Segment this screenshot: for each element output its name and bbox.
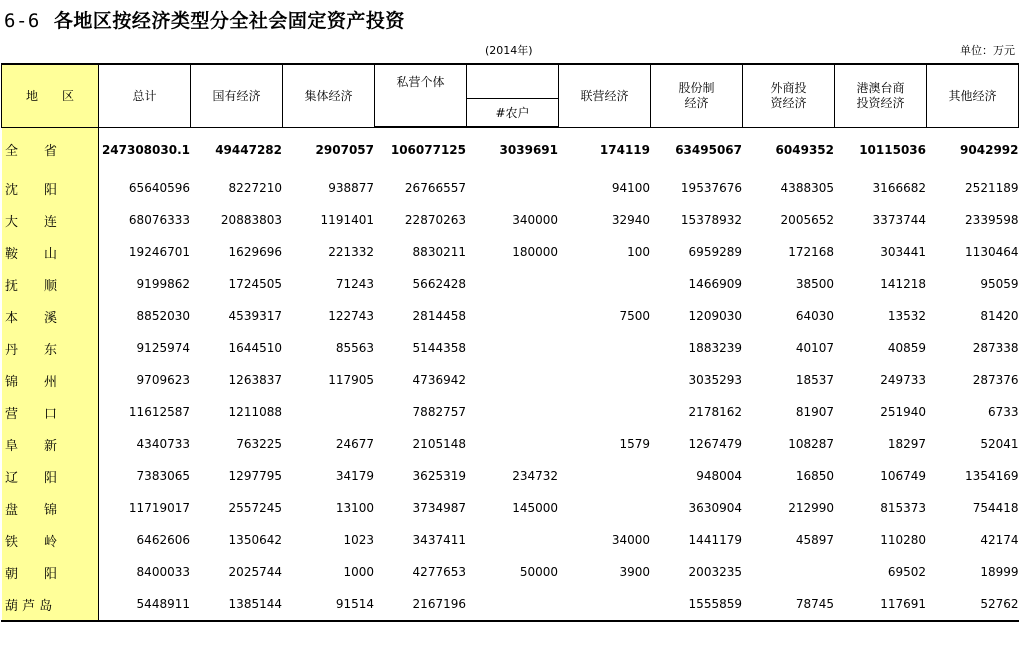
collective-cell: 24677 xyxy=(283,428,375,460)
region-cell xyxy=(2,268,99,300)
foreign-cell: 81907 xyxy=(743,396,835,428)
hkmt-cell: 110280 xyxy=(835,524,927,556)
header-shareholding-l1: 股份制 xyxy=(678,80,715,95)
region-name: 沈 阳 xyxy=(5,182,58,198)
joint-cell: 174119 xyxy=(559,127,651,172)
collective-cell: 13100 xyxy=(283,492,375,524)
other-cell: 81420 xyxy=(927,300,1019,332)
collective-cell: 117905 xyxy=(283,364,375,396)
other-cell: 1130464 xyxy=(927,236,1019,268)
shareholding-cell: 3630904 xyxy=(651,492,743,524)
private-cell: 5144358 xyxy=(375,332,467,364)
joint-cell: 32940 xyxy=(559,204,651,236)
joint-cell: 3900 xyxy=(559,556,651,588)
private-cell: 2167196 xyxy=(375,588,467,621)
region-cell xyxy=(2,236,99,268)
other-cell: 287338 xyxy=(927,332,1019,364)
total-cell: 9199862 xyxy=(99,268,191,300)
header-joint: 联营经济 xyxy=(559,64,651,127)
state-cell: 1724505 xyxy=(191,268,283,300)
other-cell: 754418 xyxy=(927,492,1019,524)
farmer-cell: 340000 xyxy=(467,204,559,236)
collective-cell: 91514 xyxy=(283,588,375,621)
header-private-spacer xyxy=(467,64,559,99)
other-cell: 1354169 xyxy=(927,460,1019,492)
table-row xyxy=(2,588,1019,621)
state-cell: 8227210 xyxy=(191,172,283,204)
shareholding-cell: 1209030 xyxy=(651,300,743,332)
state-cell: 1211088 xyxy=(191,396,283,428)
joint-cell: 94100 xyxy=(559,172,651,204)
other-cell: 2339598 xyxy=(927,204,1019,236)
collective-cell: 221332 xyxy=(283,236,375,268)
private-cell: 26766557 xyxy=(375,172,467,204)
total-cell: 5448911 xyxy=(99,588,191,621)
state-cell: 1385144 xyxy=(191,588,283,621)
hkmt-cell: 18297 xyxy=(835,428,927,460)
hkmt-cell: 249733 xyxy=(835,364,927,396)
joint-cell xyxy=(559,332,651,364)
foreign-cell: 6049352 xyxy=(743,127,835,172)
total-cell: 11719017 xyxy=(99,492,191,524)
collective-cell: 122743 xyxy=(283,300,375,332)
total-cell: 4340733 xyxy=(99,428,191,460)
farmer-cell xyxy=(467,428,559,460)
private-cell: 2814458 xyxy=(375,300,467,332)
other-cell: 52762 xyxy=(927,588,1019,621)
region-cell xyxy=(2,127,99,172)
private-cell: 4736942 xyxy=(375,364,467,396)
shareholding-cell: 63495067 xyxy=(651,127,743,172)
foreign-cell xyxy=(743,556,835,588)
table-row xyxy=(2,172,1019,204)
other-cell: 2521189 xyxy=(927,172,1019,204)
hkmt-cell: 815373 xyxy=(835,492,927,524)
shareholding-cell: 6959289 xyxy=(651,236,743,268)
header-foreign xyxy=(743,64,835,127)
foreign-cell: 172168 xyxy=(743,236,835,268)
farmer-cell xyxy=(467,396,559,428)
table-body xyxy=(2,127,1019,621)
hkmt-cell: 69502 xyxy=(835,556,927,588)
region-name: 锦 州 xyxy=(5,374,58,390)
farmer-cell: 50000 xyxy=(467,556,559,588)
farmer-cell: 3039691 xyxy=(467,127,559,172)
total-cell: 9709623 xyxy=(99,364,191,396)
region-name: 鞍 山 xyxy=(5,246,58,262)
foreign-cell: 2005652 xyxy=(743,204,835,236)
joint-cell: 100 xyxy=(559,236,651,268)
joint-cell xyxy=(559,396,651,428)
other-cell: 287376 xyxy=(927,364,1019,396)
hkmt-cell: 141218 xyxy=(835,268,927,300)
region-name: 抚 顺 xyxy=(5,278,58,294)
private-cell: 8830211 xyxy=(375,236,467,268)
region-name: 大 连 xyxy=(5,214,58,230)
foreign-cell: 40107 xyxy=(743,332,835,364)
region-name: 葫 芦 岛 xyxy=(5,598,53,614)
joint-cell: 1579 xyxy=(559,428,651,460)
hkmt-cell: 3373744 xyxy=(835,204,927,236)
state-cell: 4539317 xyxy=(191,300,283,332)
foreign-cell: 4388305 xyxy=(743,172,835,204)
table-title-text: 各地区按经济类型分全社会固定资产投资 xyxy=(53,10,405,32)
joint-cell xyxy=(559,588,651,621)
total-cell: 65640596 xyxy=(99,172,191,204)
shareholding-cell: 2003235 xyxy=(651,556,743,588)
header-total: 总计 xyxy=(99,64,191,127)
farmer-cell xyxy=(467,300,559,332)
table-row xyxy=(2,524,1019,556)
region-cell xyxy=(2,588,99,621)
region-cell xyxy=(2,300,99,332)
foreign-cell: 108287 xyxy=(743,428,835,460)
region-cell xyxy=(2,364,99,396)
hkmt-cell: 303441 xyxy=(835,236,927,268)
other-cell: 52041 xyxy=(927,428,1019,460)
hkmt-cell: 106749 xyxy=(835,460,927,492)
region-name: 本 溪 xyxy=(5,310,58,326)
header-shareholding xyxy=(651,64,743,127)
table-row xyxy=(2,236,1019,268)
table-row xyxy=(2,396,1019,428)
hkmt-cell: 13532 xyxy=(835,300,927,332)
header-collective: 集体经济 xyxy=(283,64,375,127)
other-cell: 18999 xyxy=(927,556,1019,588)
collective-cell: 2907057 xyxy=(283,127,375,172)
shareholding-cell: 1883239 xyxy=(651,332,743,364)
state-cell: 20883803 xyxy=(191,204,283,236)
region-cell xyxy=(2,556,99,588)
table-row xyxy=(2,492,1019,524)
region-name: 全 省 xyxy=(5,144,58,160)
shareholding-cell: 3035293 xyxy=(651,364,743,396)
header-shareholding-l2: 经济 xyxy=(684,95,709,110)
investment-table xyxy=(1,63,1019,622)
foreign-cell: 38500 xyxy=(743,268,835,300)
collective-cell: 1191401 xyxy=(283,204,375,236)
table-row xyxy=(2,300,1019,332)
collective-cell: 34179 xyxy=(283,460,375,492)
header-farmer: #农户 xyxy=(467,99,559,128)
state-cell: 1644510 xyxy=(191,332,283,364)
header-foreign-l2: 资经济 xyxy=(770,95,807,110)
joint-cell xyxy=(559,364,651,396)
state-cell: 2557245 xyxy=(191,492,283,524)
header-hkmt-l2: 投资经济 xyxy=(856,95,905,110)
collective-cell xyxy=(283,396,375,428)
other-cell: 9042992 xyxy=(927,127,1019,172)
private-cell: 3625319 xyxy=(375,460,467,492)
state-cell: 1297795 xyxy=(191,460,283,492)
header-state: 国有经济 xyxy=(191,64,283,127)
total-cell: 6462606 xyxy=(99,524,191,556)
state-cell: 1350642 xyxy=(191,524,283,556)
foreign-cell: 64030 xyxy=(743,300,835,332)
region-name: 阜 新 xyxy=(5,438,58,454)
region-cell xyxy=(2,524,99,556)
region-cell xyxy=(2,460,99,492)
shareholding-cell: 1466909 xyxy=(651,268,743,300)
shareholding-cell: 2178162 xyxy=(651,396,743,428)
header-hkmt-l1: 港澳台商 xyxy=(856,80,905,95)
foreign-cell: 78745 xyxy=(743,588,835,621)
other-cell: 95059 xyxy=(927,268,1019,300)
total-cell: 9125974 xyxy=(99,332,191,364)
private-cell: 7882757 xyxy=(375,396,467,428)
total-cell: 7383065 xyxy=(99,460,191,492)
header-hkmt xyxy=(835,64,927,127)
joint-cell: 7500 xyxy=(559,300,651,332)
hkmt-cell: 3166682 xyxy=(835,172,927,204)
private-cell: 106077125 xyxy=(375,127,467,172)
total-cell: 8400033 xyxy=(99,556,191,588)
state-cell: 1263837 xyxy=(191,364,283,396)
other-cell: 42174 xyxy=(927,524,1019,556)
region-name: 盘 锦 xyxy=(5,502,58,518)
farmer-cell xyxy=(467,332,559,364)
shareholding-cell: 1441179 xyxy=(651,524,743,556)
region-cell xyxy=(2,428,99,460)
foreign-cell: 212990 xyxy=(743,492,835,524)
region-name: 丹 东 xyxy=(5,342,58,358)
private-cell: 5662428 xyxy=(375,268,467,300)
collective-cell: 71243 xyxy=(283,268,375,300)
collective-cell: 85563 xyxy=(283,332,375,364)
total-row xyxy=(2,127,1019,172)
shareholding-cell: 948004 xyxy=(651,460,743,492)
joint-cell xyxy=(559,268,651,300)
region-cell xyxy=(2,332,99,364)
farmer-cell xyxy=(467,172,559,204)
region-name: 朝 阳 xyxy=(5,566,58,582)
table-row xyxy=(2,460,1019,492)
private-cell: 3437411 xyxy=(375,524,467,556)
joint-cell: 34000 xyxy=(559,524,651,556)
private-cell: 3734987 xyxy=(375,492,467,524)
joint-cell xyxy=(559,460,651,492)
farmer-cell xyxy=(467,364,559,396)
region-cell xyxy=(2,492,99,524)
header-foreign-l1: 外商投 xyxy=(770,80,807,95)
farmer-cell: 145000 xyxy=(467,492,559,524)
table-row xyxy=(2,364,1019,396)
table-row xyxy=(2,204,1019,236)
table-number: 6-6 xyxy=(4,10,40,32)
table-title xyxy=(4,6,405,33)
private-cell: 4277653 xyxy=(375,556,467,588)
farmer-cell: 180000 xyxy=(467,236,559,268)
other-cell: 6733 xyxy=(927,396,1019,428)
region-cell xyxy=(2,396,99,428)
foreign-cell: 18537 xyxy=(743,364,835,396)
shareholding-cell: 1555859 xyxy=(651,588,743,621)
total-cell: 247308030.1 xyxy=(99,127,191,172)
table-row xyxy=(2,332,1019,364)
state-cell: 1629696 xyxy=(191,236,283,268)
region-name: 铁 岭 xyxy=(5,534,58,550)
total-cell: 8852030 xyxy=(99,300,191,332)
foreign-cell: 45897 xyxy=(743,524,835,556)
header-other: 其他经济 xyxy=(927,64,1019,127)
state-cell: 763225 xyxy=(191,428,283,460)
hkmt-cell: 117691 xyxy=(835,588,927,621)
unit-note: 单位：万元 xyxy=(960,44,1015,57)
farmer-cell: 234732 xyxy=(467,460,559,492)
private-cell: 22870263 xyxy=(375,204,467,236)
header-private: 私营个体 xyxy=(375,64,467,99)
foreign-cell: 16850 xyxy=(743,460,835,492)
state-cell: 49447282 xyxy=(191,127,283,172)
private-cell: 2105148 xyxy=(375,428,467,460)
table-row xyxy=(2,428,1019,460)
year-note: (2014年) xyxy=(485,44,533,57)
region-cell xyxy=(2,172,99,204)
total-cell: 68076333 xyxy=(99,204,191,236)
region-cell xyxy=(2,204,99,236)
shareholding-cell: 1267479 xyxy=(651,428,743,460)
state-cell: 2025744 xyxy=(191,556,283,588)
total-cell: 19246701 xyxy=(99,236,191,268)
collective-cell: 1023 xyxy=(283,524,375,556)
shareholding-cell: 15378932 xyxy=(651,204,743,236)
header-private-blank xyxy=(375,99,467,128)
shareholding-cell: 19537676 xyxy=(651,172,743,204)
table-row xyxy=(2,268,1019,300)
table-row xyxy=(2,556,1019,588)
header-region: 地 区 xyxy=(2,64,99,127)
farmer-cell xyxy=(467,268,559,300)
total-cell: 11612587 xyxy=(99,396,191,428)
collective-cell: 1000 xyxy=(283,556,375,588)
farmer-cell xyxy=(467,588,559,621)
farmer-cell xyxy=(467,524,559,556)
hkmt-cell: 10115036 xyxy=(835,127,927,172)
region-name: 营 口 xyxy=(5,406,58,422)
collective-cell: 938877 xyxy=(283,172,375,204)
hkmt-cell: 40859 xyxy=(835,332,927,364)
joint-cell xyxy=(559,492,651,524)
hkmt-cell: 251940 xyxy=(835,396,927,428)
region-name: 辽 阳 xyxy=(5,470,58,486)
